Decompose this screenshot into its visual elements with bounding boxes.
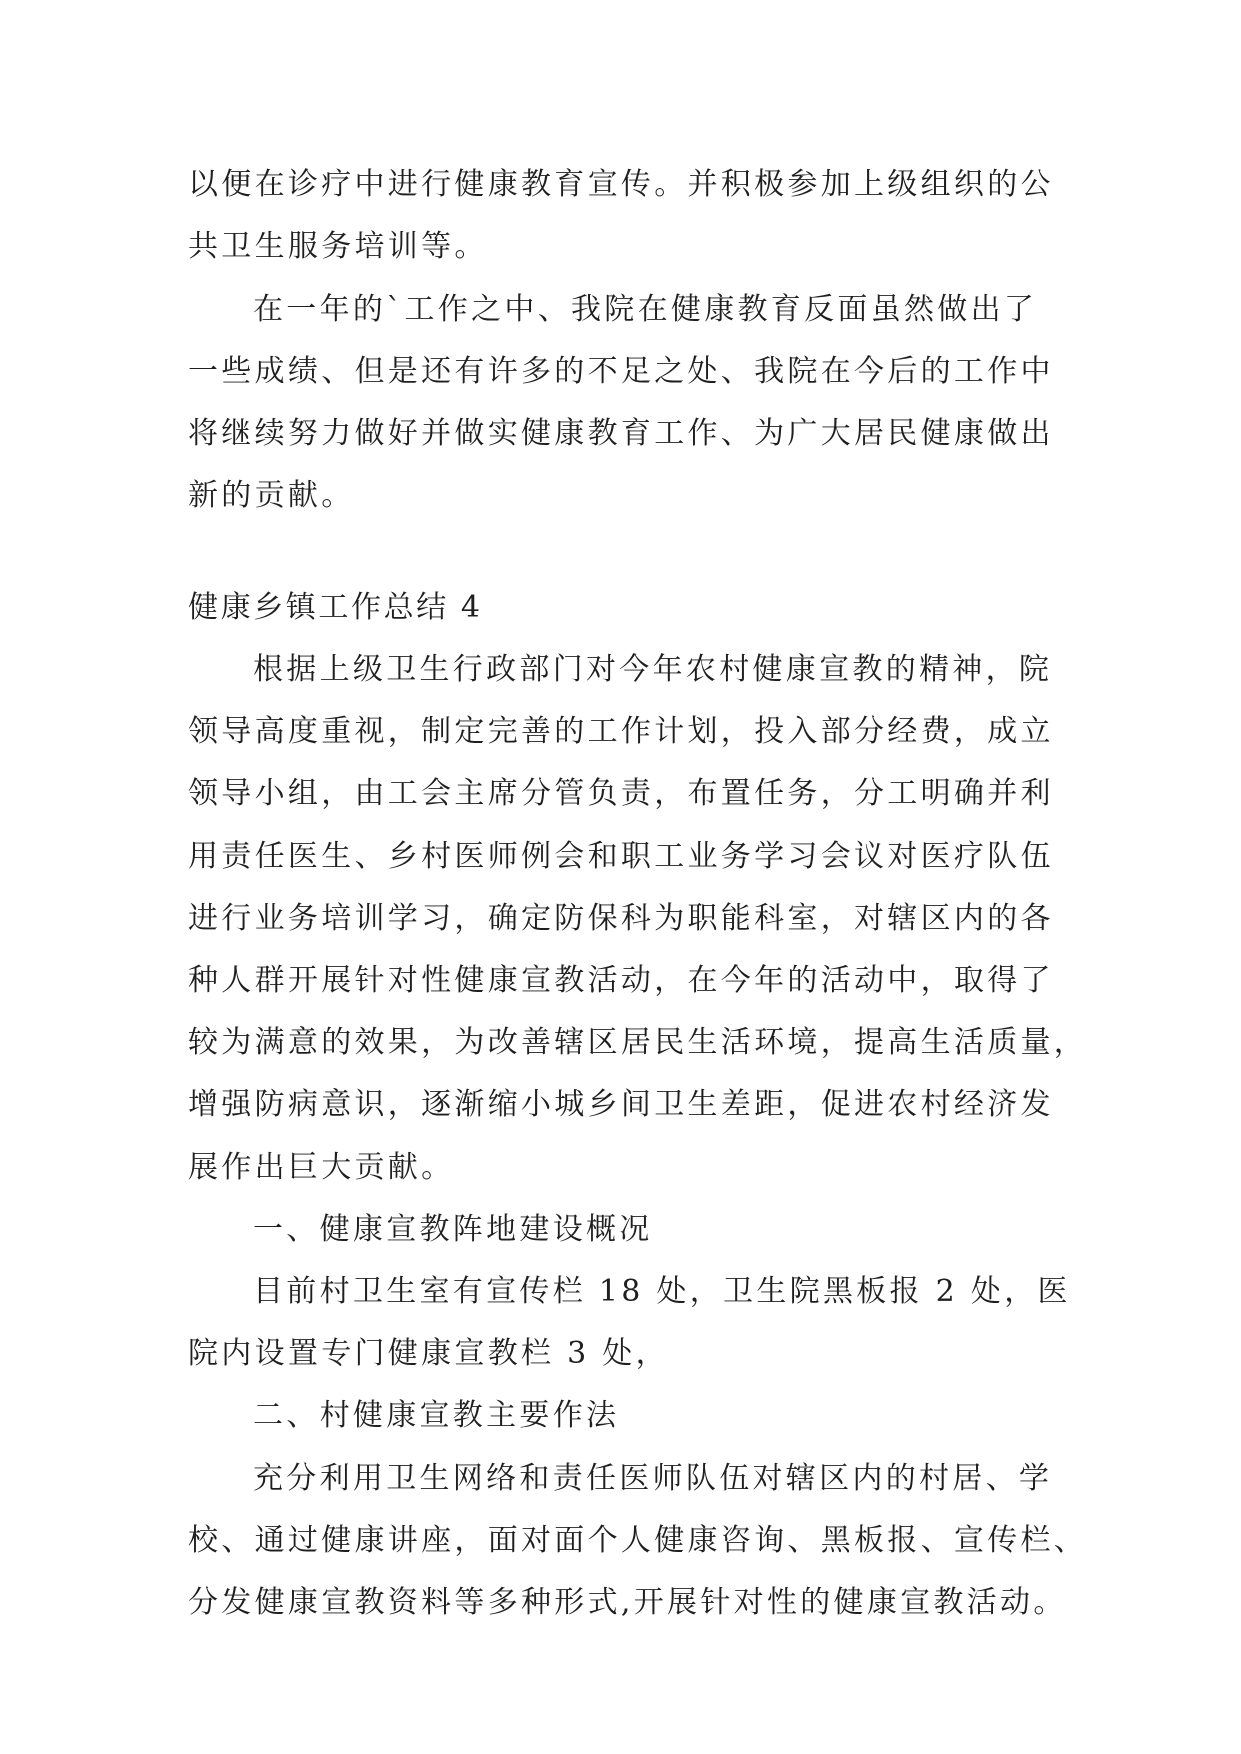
paragraph-first-line: 目前村卫生室有宣传栏 18 处，卫生院黑板报 2 处，医 <box>253 1274 1071 1309</box>
text-line: 院内设置专门健康宣教栏 3 处， <box>188 1336 669 1371</box>
subsection-heading: 二、村健康宣教主要作法 <box>253 1398 620 1433</box>
text-line: 一些成绩、但是还有许多的不足之处、我院在今后的工作中 <box>188 354 1054 389</box>
text-line: 用责任医生、乡村医师例会和职工业务学习会议对医疗队伍 <box>188 839 1054 874</box>
subsection-heading: 一、健康宣教阵地建设概况 <box>253 1212 653 1247</box>
paragraph-first-line: 充分利用卫生网络和责任医师队伍对辖区内的村居、学 <box>253 1461 1053 1496</box>
text-line: 进行业务培训学习，确定防保科为职能科室，对辖区内的各 <box>188 901 1054 936</box>
text-line: 共卫生服务培训等。 <box>188 229 488 264</box>
paragraph-first-line: 在一年的`工作之中、我院在健康教育反面虽然做出了 <box>253 292 1038 327</box>
text-line: 校、通过健康讲座，面对面个人健康咨询、黑板报、宣传栏、 <box>188 1523 1088 1558</box>
text-line: 新的贡献。 <box>188 478 355 513</box>
text-line: 种人群开展针对性健康宣教活动，在今年的活动中，取得了 <box>188 963 1054 998</box>
text-line: 增强防病意识，逐渐缩小城乡间卫生差距，促进农村经济发 <box>188 1087 1054 1122</box>
text-line: 展作出巨大贡献。 <box>188 1150 455 1185</box>
section-heading: 健康乡镇工作总结 4 <box>188 590 483 625</box>
text-line: 以便在诊疗中进行健康教育宣传。并积极参加上级组织的公 <box>188 167 1054 202</box>
text-line: 将继续努力做好并做实健康教育工作、为广大居民健康做出 <box>188 416 1054 451</box>
text-line: 领导高度重视，制定完善的工作计划，投入部分经费，成立 <box>188 714 1054 749</box>
text-line: 分发健康宣教资料等多种形式,开展针对性的健康宣教活动。 <box>188 1585 1067 1620</box>
text-line: 领导小组，由工会主席分管负责，布置任务，分工明确并利 <box>188 776 1054 811</box>
text-line: 较为满意的效果，为改善辖区居民生活环境，提高生活质量， <box>188 1025 1088 1060</box>
paragraph-first-line: 根据上级卫生行政部门对今年农村健康宣教的精神，院 <box>253 652 1053 687</box>
